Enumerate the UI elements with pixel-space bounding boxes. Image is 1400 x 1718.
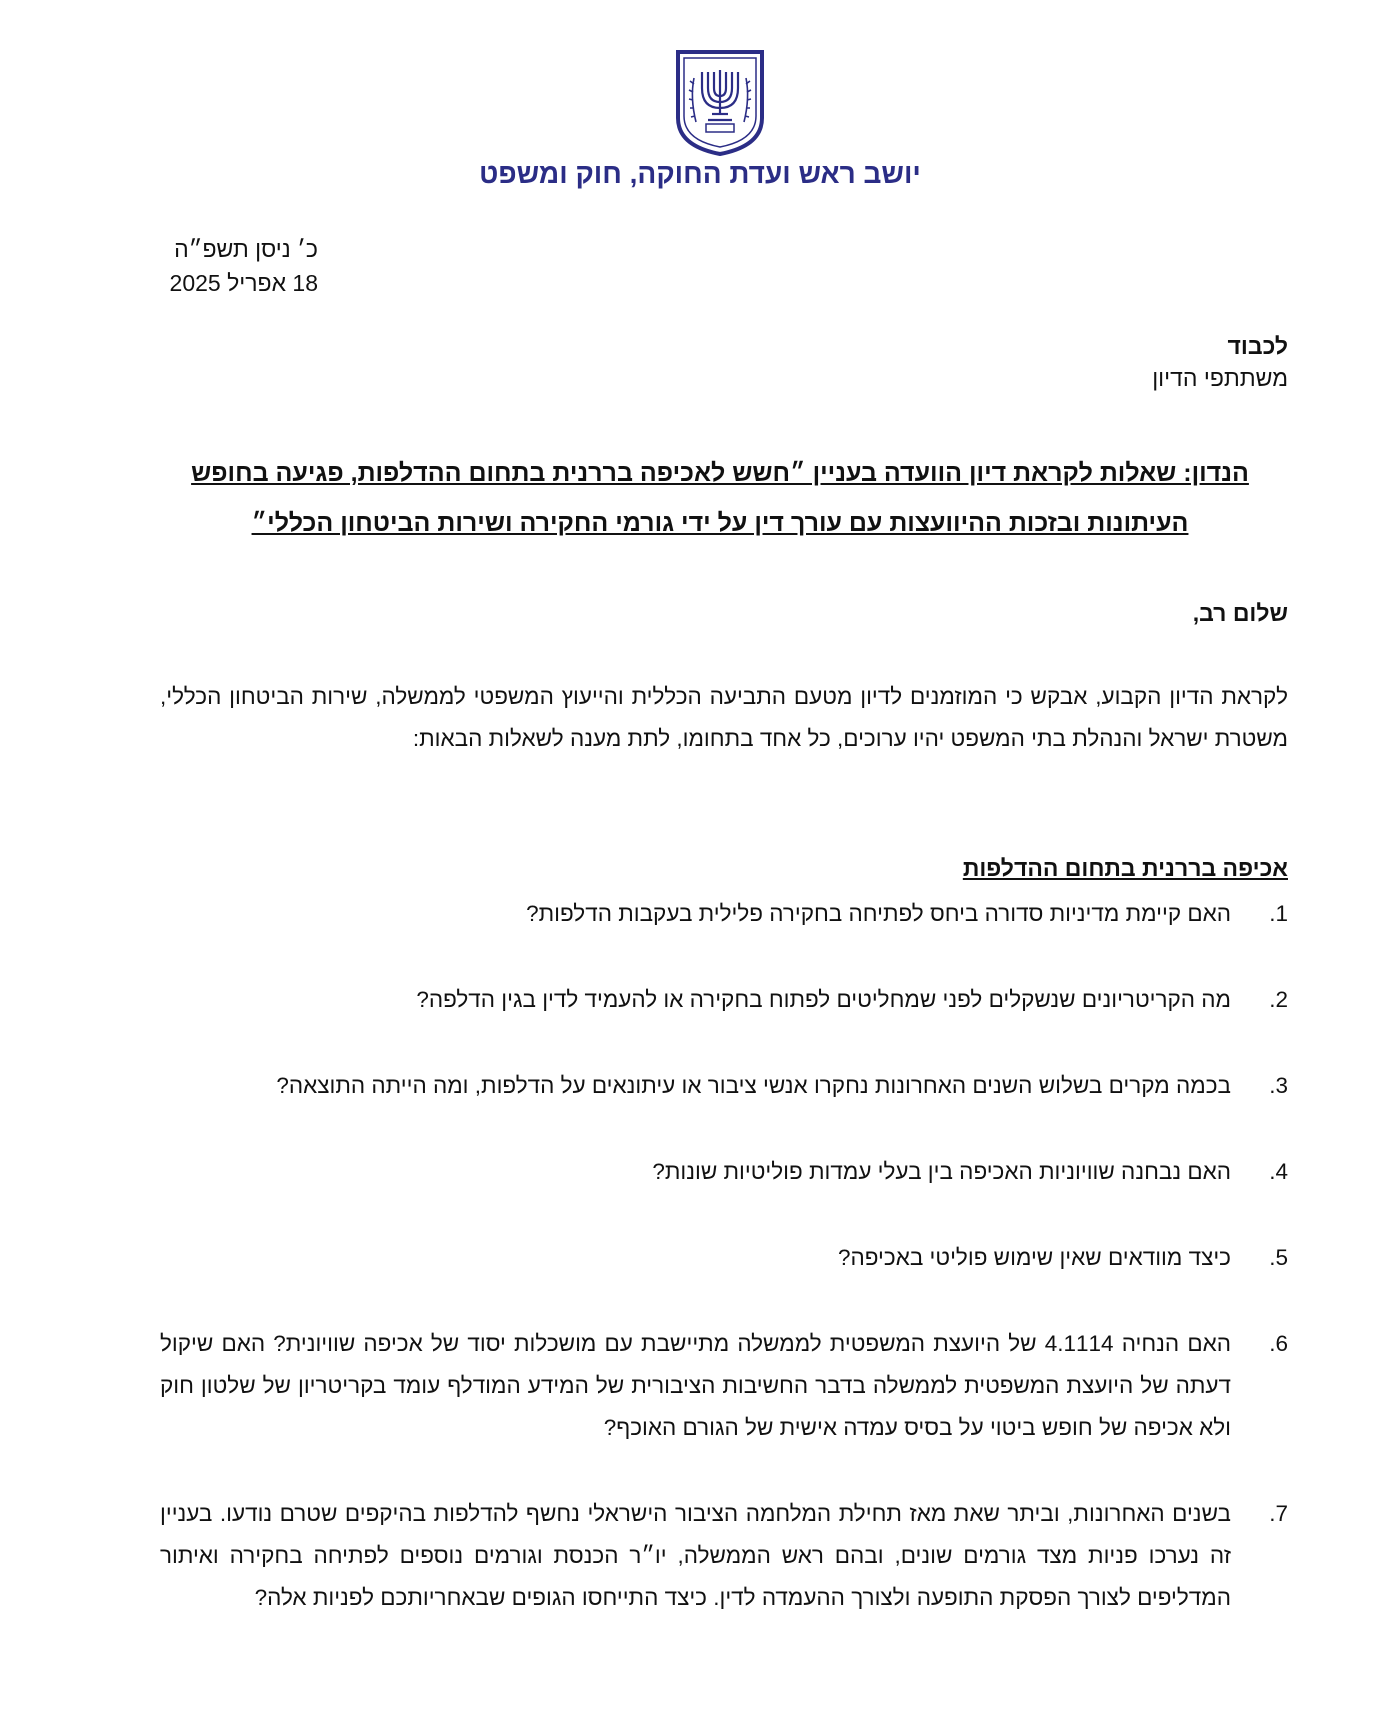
question-text: כיצד מוודאים שאין שימוש פוליטי באכיפה? — [838, 1245, 1231, 1270]
question-item — [160, 1065, 1288, 1107]
question-number: 6. — [1269, 1331, 1288, 1356]
question-number: 1. — [1269, 901, 1288, 926]
question-number: 4. — [1269, 1159, 1288, 1184]
date-block — [18, 232, 318, 300]
question-text: בשנים האחרונות, וביתר שאת מאז תחילת המלחמה הציבור הישראלי נחשף להדלפות בהיקפים שטרם נודעו. בעניין זה נערכו פניות מצד גורמים שונים, ובהם ראש הממשלה, יו״ר הכנסת וגורמים נוספים לפתיחה בחקירה ואיתור המדליפים לצורך הפסקת התופעה ולצורך ההעמדה לדין. כיצד התייחסו הגופים שבאחריותכם לפניות אלה? — [160, 1501, 1231, 1610]
question-text: האם קיימת מדיניות סדורה ביחס לפתיחה בחקירה פלילית בעקבות הדלפות? — [526, 901, 1231, 926]
question-item — [160, 1151, 1288, 1193]
section-title: אכיפה בררנית בתחום ההדלפות — [962, 855, 1288, 881]
question-text: בכמה מקרים בשלוש השנים האחרונות נחקרו אנשי ציבור או עיתונאים על הדלפות, ומה הייתה התוצאה? — [276, 1073, 1231, 1098]
office-title: יושב ראש ועדת החוקה, חוק ומשפט — [479, 158, 921, 189]
question-number: 7. — [1269, 1501, 1288, 1526]
recipient-name: משתתפי הדיון — [1152, 365, 1288, 391]
question-number: 3. — [1269, 1073, 1288, 1098]
question-text: האם נבחנה שוויוניות האכיפה בין בעלי עמדות פוליטיות שונות? — [652, 1159, 1231, 1184]
question-number: 2. — [1269, 987, 1288, 1012]
subject-line: הנדון: שאלות לקראת דיון הוועדה בעניין ״חשש לאכיפה בררנית בתחום ההדלפות, פגיעה בחופש העיתונות ובזכות ההיוועצות עם עורך דין על ידי גורמי החקירה ושירות הביטחון הכללי״ — [191, 459, 1249, 537]
state-emblem-menorah-icon — [674, 48, 766, 156]
question-item — [160, 1237, 1288, 1279]
question-text: האם הנחיה 4.1114 של היועצת המשפטית לממשלה מתיישבת עם מושכלות יסוד של אכיפה שוויונית? האם שיקול דעתה של היועצת המשפטית לממשלה בדבר החשיבות הציבורית של המידע המודלף עומד בקריטריון של שלטון חוק ולא אכיפה של חופש ביטוי על בסיס עמדה אישית של הגורם האוכף? — [160, 1331, 1231, 1440]
question-item — [160, 1493, 1288, 1619]
recipient-block — [1152, 330, 1288, 394]
question-item — [160, 1323, 1288, 1449]
gregorian-date: 18 אפריל 2025 — [169, 270, 318, 296]
question-item — [160, 979, 1288, 1021]
intro-paragraph: לקראת הדיון הקבוע, אבקש כי המוזמנים לדיון מטעם התביעה הכללית והייעוץ המשפטי לממשלה, שירות הביטחון הכללי, משטרת ישראל והנהלת בתי המשפט יהיו ערוכים, כל אחד בתחומו, לתת מענה לשאלות הבאות: — [160, 684, 1288, 751]
question-number: 5. — [1269, 1245, 1288, 1270]
hebrew-date: כ׳ ניסן תשפ״ה — [174, 236, 318, 262]
question-item — [160, 893, 1288, 935]
recipient-label: לכבוד — [1227, 333, 1288, 359]
question-text: מה הקריטריונים שנשקלים לפני שמחליטים לפתוח בחקירה או להעמיד לדין בגין הדלפה? — [416, 987, 1231, 1012]
questions-list — [160, 893, 1288, 1663]
greeting: שלום רב, — [1192, 600, 1288, 626]
